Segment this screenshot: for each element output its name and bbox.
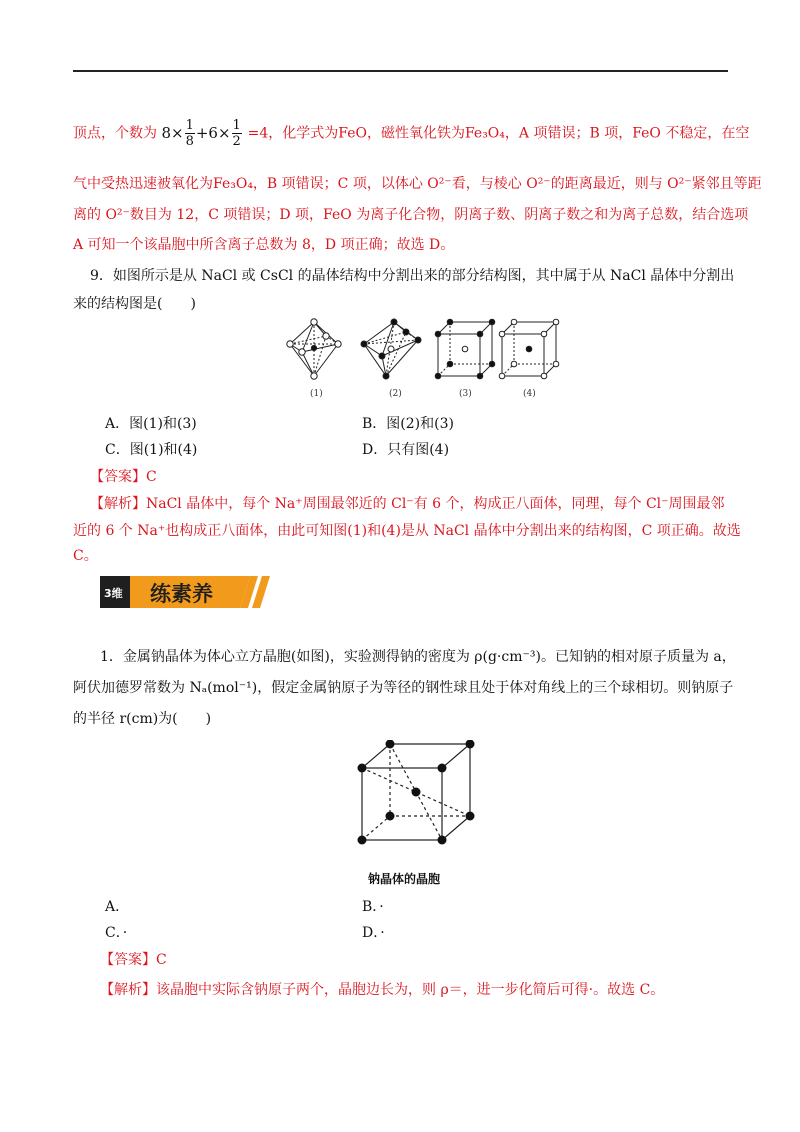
q1-analysis: 【解析】该晶胞中实际含钠原子两个，晶胞边长为，则 ρ＝，进一步化简后可得·。故选 C。 bbox=[100, 982, 665, 998]
figure-label-1: (1) bbox=[310, 389, 323, 399]
q9-structure-figures bbox=[276, 318, 566, 400]
q9-analysis-line-3: C。 bbox=[73, 548, 98, 564]
section-badge: 3维 bbox=[104, 587, 123, 600]
sodium-unit-cell-figure bbox=[350, 740, 480, 850]
q1-option-d[interactable]: D．· bbox=[362, 925, 385, 941]
figure-2-octahedron bbox=[361, 319, 421, 379]
q1-stem-line-3: 的半径 r(cm)为( ) bbox=[73, 711, 212, 727]
q1-stem-line-1: 1．金属钠晶体为体心立方晶胞(如图)，实验测得钠的密度为 ρ(g·cm⁻³)。已知钠的相对原子质量为 a， bbox=[100, 649, 736, 665]
q1-answer: 【答案】C bbox=[100, 952, 167, 968]
figure-3-cube bbox=[435, 319, 495, 379]
prev-solution-line-1: 顶点，个数为 8× $\frac{1}{8}$ +6× $\frac{1}{2}$ =4，化学式为FeO，磁性氧化铁为Fe₃O₄，A 项错误；B 项，FeO 不稳定，在空 bbox=[73, 118, 750, 149]
q1-option-b[interactable]: B．· bbox=[362, 899, 384, 915]
q1-option-c[interactable]: C．· bbox=[105, 925, 128, 941]
q1-stem-line-2: 阿伏加德罗常数为 Nₐ(mol⁻¹)，假定金属钠原子为等径的钢性球且处于体对角线上的三个球相切。则钠原子 bbox=[73, 680, 734, 696]
section-banner bbox=[100, 572, 280, 616]
q9-answer: 【答案】C bbox=[90, 469, 157, 485]
figure-4-cube bbox=[499, 319, 559, 379]
q9-analysis-line-1: 【解析】NaCl 晶体中，每个 Na⁺周围最邻近的 Cl⁻有 6 个，构成正八面体，同理，每个 Cl⁻周围最邻 bbox=[90, 496, 725, 512]
q1-option-a[interactable]: A． bbox=[105, 899, 130, 915]
q9-option-a[interactable]: A．图(1)和(3) bbox=[105, 416, 197, 432]
q9-analysis-line-2: 近的 6 个 Na⁺也构成正八面体，由此可知图(1)和(4)是从 NaCl 晶体中分割出来的结构图，C 项正确。故选 bbox=[73, 523, 741, 539]
q9-option-d[interactable]: D．只有图(4) bbox=[362, 442, 450, 458]
section-banner-graphic bbox=[100, 572, 280, 612]
prev-solution-line-3: 离的 O²⁻数目为 12，C 项错误；D 项，FeO 为离子化合物，阴离子数、阴离子数之和为离子总数，结合选项 bbox=[73, 207, 749, 223]
prev-solution-line-4: A 可知一个该晶胞中所含离子总数为 8，D 项正确；故选 D。 bbox=[73, 237, 455, 253]
q9-option-b[interactable]: B．图(2)和(3) bbox=[362, 416, 454, 432]
prev-solution-line-2: 气中受热迅速被氧化为Fe₃O₄，B 项错误；C 项，以体心 O²⁻看，与棱心 O²⁻的距离最近，则与 O²⁻紧邻且等距 bbox=[73, 176, 762, 192]
q9-stem-line-1: 9．如图所示是从 NaCl 或 CsCl 的晶体结构中分割出来的部分结构图，其中属于从 NaCl 晶体中分割出 bbox=[90, 268, 735, 284]
q9-stem-line-2: 来的结构图是( ) bbox=[73, 296, 196, 312]
figure-label-4: (4) bbox=[523, 389, 536, 399]
fraction-expression: 8× $\frac{1}{8}$ +6× $\frac{1}{2}$ bbox=[161, 118, 241, 149]
figure-caption: 钠晶体的晶胞 bbox=[368, 872, 441, 886]
q9-option-c[interactable]: C．图(1)和(4) bbox=[105, 442, 198, 458]
header-rule bbox=[73, 70, 728, 72]
figure-label-3: (3) bbox=[459, 389, 472, 399]
figure-label-2: (2) bbox=[389, 389, 402, 399]
section-title: 练素养 bbox=[150, 582, 213, 606]
